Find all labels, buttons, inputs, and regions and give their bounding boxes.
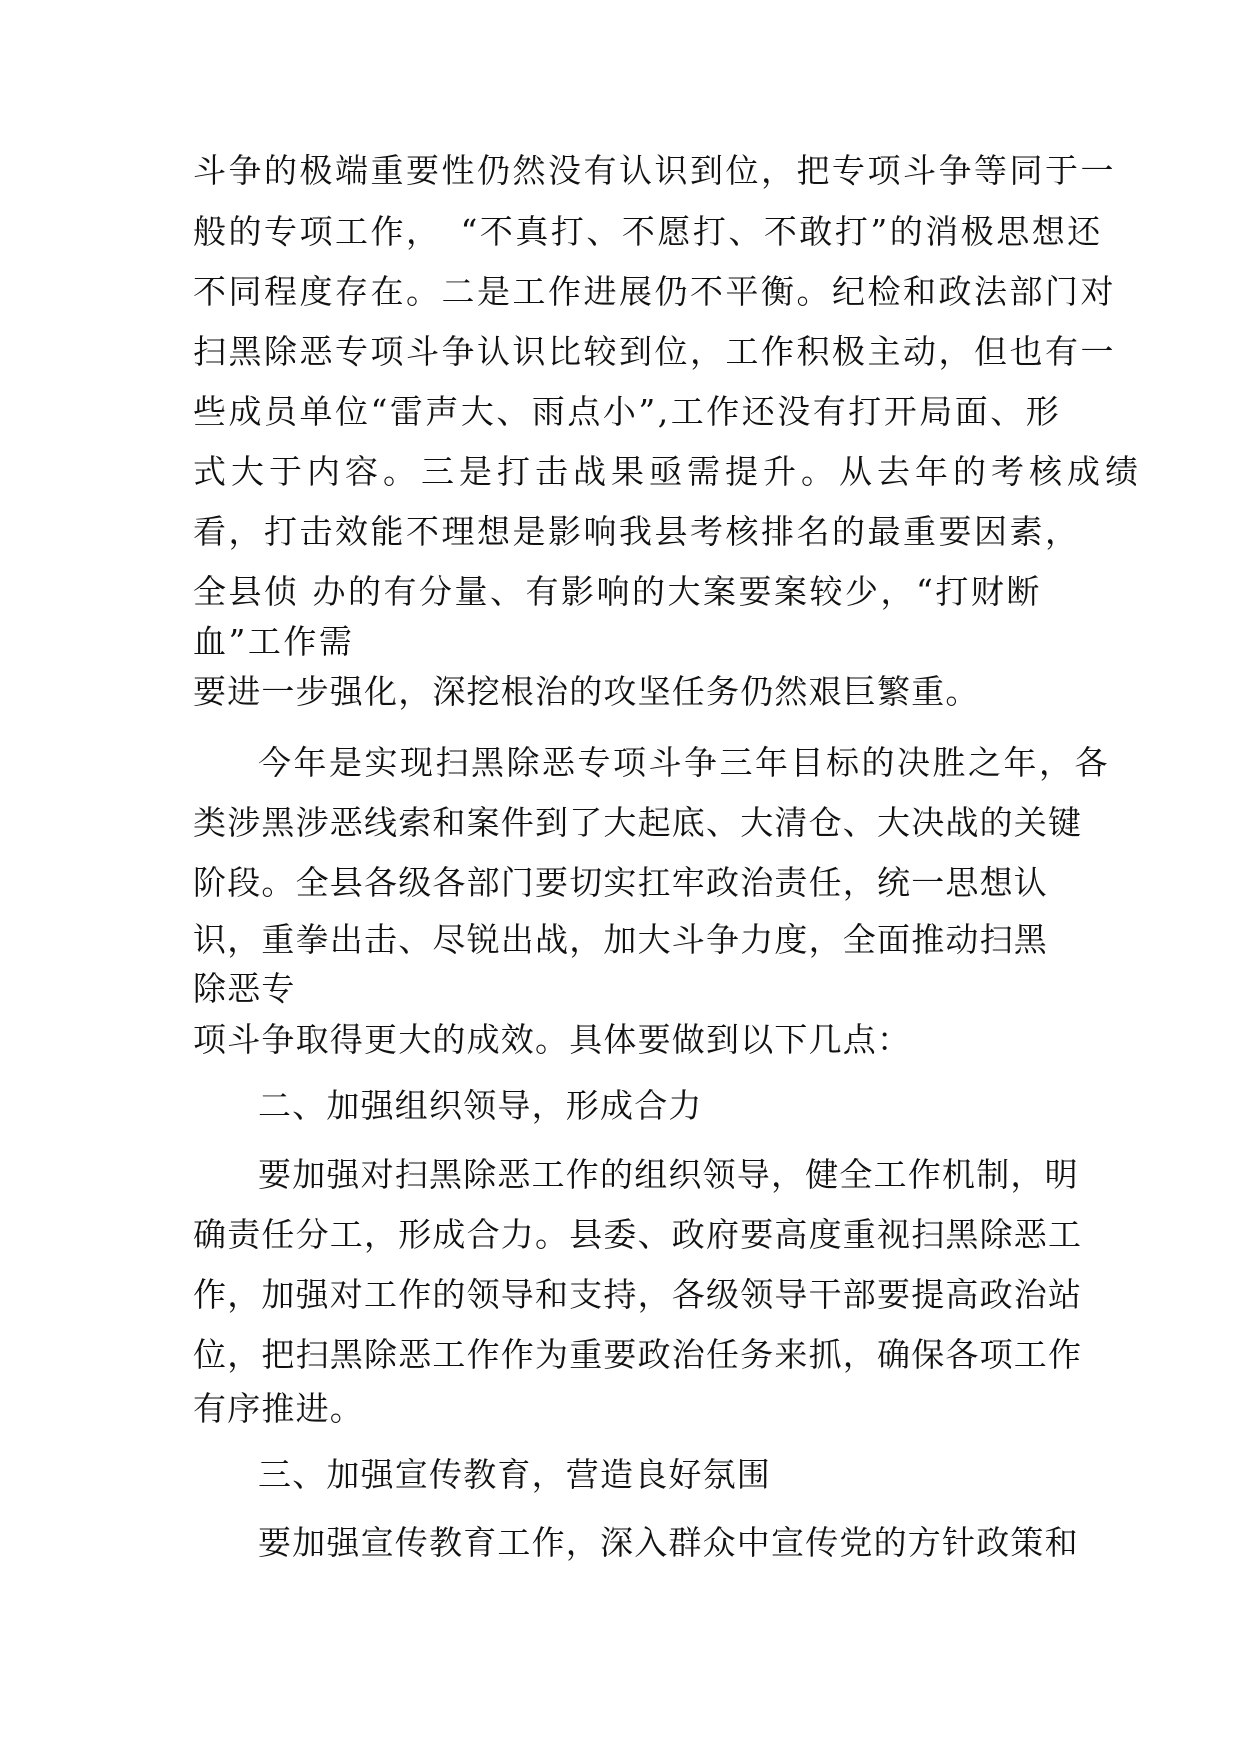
paragraph-first-line: 今年是实现扫黑除恶专项斗争三年目标的决胜之年，各 xyxy=(258,743,1110,782)
body-text-line: 扫黑除恶专项斗争认识比较到位，工作积极主动，但也有一 xyxy=(193,332,1116,371)
body-text-line: 不同程度存在。二是工作进展仍不平衡。纪检和政法部门对 xyxy=(193,272,1116,311)
body-text-line: 类涉黑涉恶线索和案件到了大起底、大清仓、大决战的关键 xyxy=(193,803,1083,842)
paragraph-first-line: 要加强对扫黑除恶工作的组织领导，健全工作机制，明 xyxy=(258,1155,1079,1194)
paragraph-first-line: 要加强宣传教育工作，深入群众中宣传党的方针政策和 xyxy=(258,1523,1079,1562)
body-text-line: 除恶专 xyxy=(193,969,296,1008)
body-text-line: 有序推进。 xyxy=(193,1389,364,1428)
body-text-line: 斗争的极端重要性仍然没有认识到位，把专项斗争等同于一 xyxy=(193,151,1116,190)
body-text-line: 些成员单位“雷声大、雨点小”,工作还没有打开局面、形 xyxy=(193,392,1062,431)
body-text-line: 全县侦 办的有分量、有影响的大案要案较少，“打财断 xyxy=(193,572,1042,611)
body-text-line: 要进一步强化，深挖根治的攻坚任务仍然艰巨繁重。 xyxy=(193,672,980,711)
body-text-line: 式大于内容。三是打击战果亟需提升。从去年的考核成绩 xyxy=(193,452,1143,491)
body-text-line: 作，加强对工作的领导和支持，各级领导干部要提高政治站 xyxy=(193,1275,1083,1314)
body-text-line: 项斗争取得更大的成效。具体要做到以下几点： xyxy=(193,1020,912,1059)
body-text-line: 血”工作需 xyxy=(193,622,355,661)
body-text-line: 位，把扫黑除恶工作作为重要政治任务来抓，确保各项工作 xyxy=(193,1335,1083,1374)
body-text-line: 确责任分工，形成合力。县委、政府要高度重视扫黑除恶工 xyxy=(193,1215,1083,1254)
section-heading: 三、加强宣传教育，营造良好氛围 xyxy=(258,1455,771,1494)
body-text-line: 识，重拳出击、尽锐出战，加大斗争力度，全面推动扫黑 xyxy=(193,920,1048,959)
body-text-line: 般的专项工作， “不真打、不愿打、不敢打”的消极思想还 xyxy=(193,212,1103,251)
body-text-line: 阶段。全县各级各部门要切实扛牢政治责任，统一思想认 xyxy=(193,863,1048,902)
body-text-line: 看，打击效能不理想是影响我县考核排名的最重要因素， xyxy=(193,512,1081,551)
section-heading: 二、加强组织领导，形成合力 xyxy=(258,1086,703,1125)
